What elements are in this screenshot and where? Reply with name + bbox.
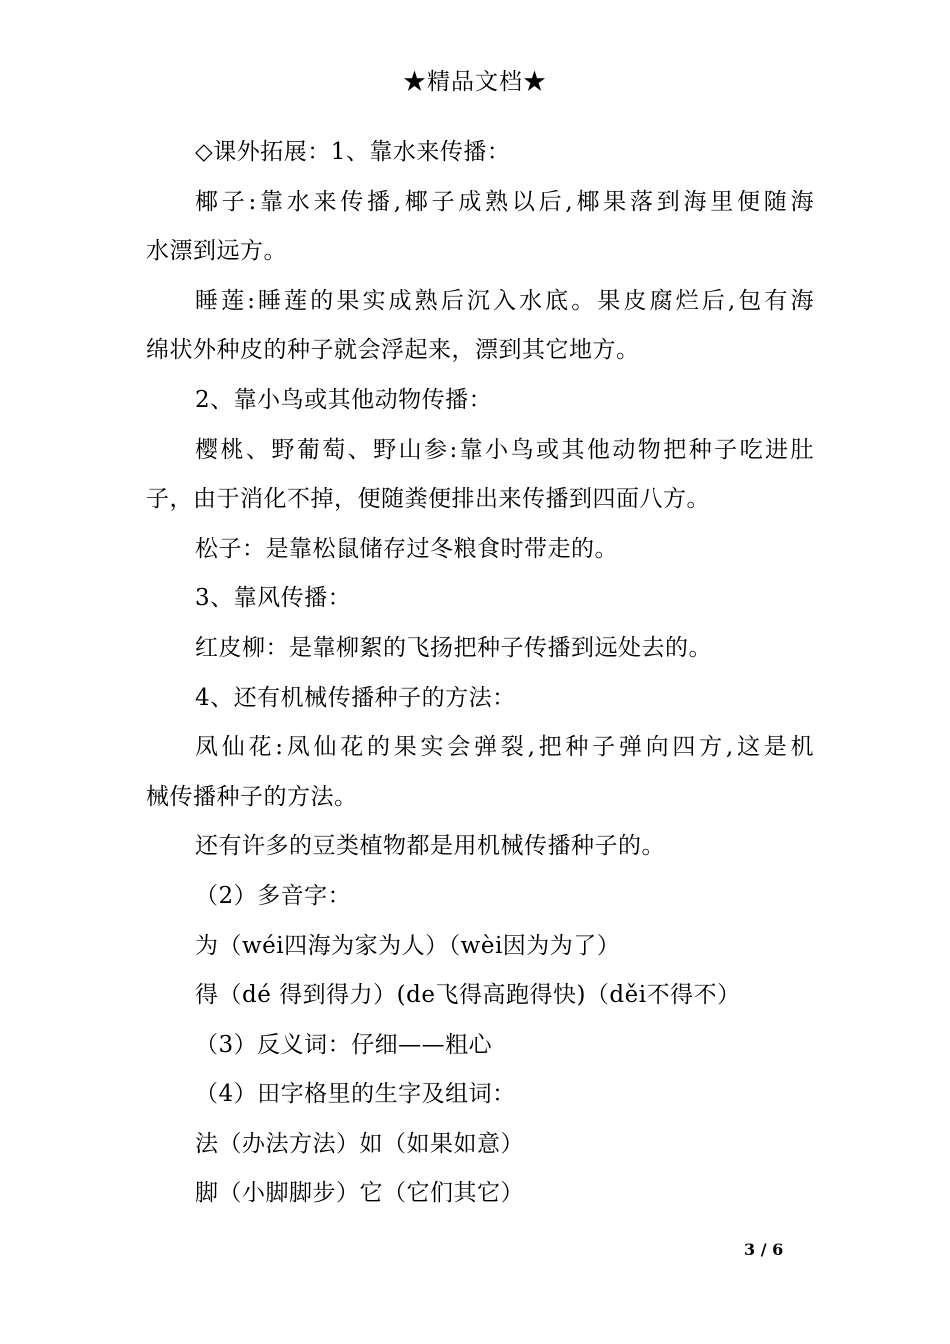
text-line: （2）多音字： bbox=[195, 882, 352, 909]
text-line: 脚（小脚脚步）它（它们其它） bbox=[195, 1180, 524, 1207]
text-line: 还有许多的豆类植物都是用机械传播种子的。 bbox=[195, 833, 665, 860]
text-line: 4、还有机械传播种子的方法： bbox=[195, 684, 516, 711]
text-line: 2、靠小鸟或其他动物传播： bbox=[195, 386, 493, 413]
text-line: 椰子:靠水来传播,椰子成熟以后,椰果落到海里便随海 bbox=[195, 188, 814, 215]
text-line: 为（wéi四海为家为人）（wèi因为为了） bbox=[195, 932, 621, 959]
text-line: 水漂到远方。 bbox=[146, 238, 287, 265]
text-line: （4）田字格里的生字及组词： bbox=[195, 1081, 516, 1108]
text-line: 法（办法方法）如（如果如意） bbox=[195, 1130, 524, 1157]
text-line: 樱桃、野葡萄、野山参:靠小鸟或其他动物把种子吃进肚 bbox=[195, 436, 814, 463]
text-line: ◇课外拓展：1、靠水来传播： bbox=[195, 139, 511, 165]
text-line: 松子：是靠松鼠储存过冬粮食时带走的。 bbox=[195, 535, 618, 562]
text-line: 得（dé 得到得力）(de飞得高跑得快)（děi不得不） bbox=[195, 982, 741, 1009]
page-header-title: ★精品文档★ bbox=[403, 69, 547, 95]
page-number: 3 / 6 bbox=[744, 1240, 784, 1259]
text-line: （3）反义词：仔细——粗心 bbox=[195, 1031, 493, 1058]
text-line: 子，由于消化不掉，便随粪便排出来传播到四面八方。 bbox=[146, 486, 710, 513]
text-line: 械传播种子的方法。 bbox=[146, 783, 358, 810]
document-body bbox=[146, 128, 814, 1219]
text-line: 红皮柳：是靠柳絮的飞扬把种子传播到远处去的。 bbox=[195, 634, 712, 661]
text-line: 凤仙花:凤仙花的果实会弹裂,把种子弹向四方,这是机 bbox=[195, 734, 814, 761]
text-line: 绵状外种皮的种子就会浮起来，漂到其它地方。 bbox=[146, 337, 640, 364]
text-line: 睡莲:睡莲的果实成熟后沉入水底。果皮腐烂后,包有海 bbox=[195, 287, 814, 314]
text-line: 3、靠风传播： bbox=[195, 585, 352, 612]
